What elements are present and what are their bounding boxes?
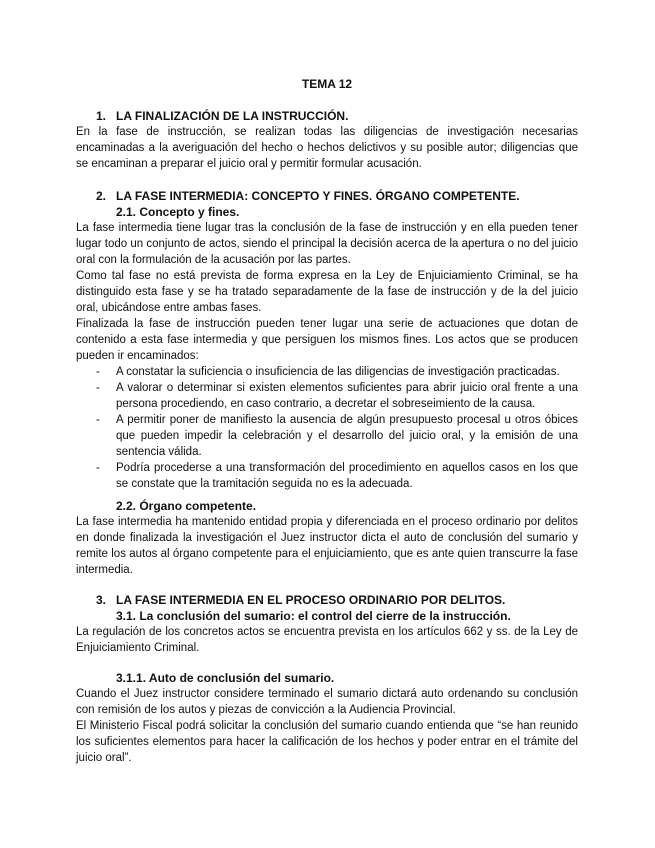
section-1-title: LA FINALIZACIÓN DE LA INSTRUCCIÓN. xyxy=(116,109,349,123)
section-3-number: 3. xyxy=(96,593,107,607)
subsection-2-1-heading: 2.1. Concepto y fines. xyxy=(116,205,240,219)
dash-bullet: - xyxy=(96,382,100,394)
list-item-text: A permitir poner de manifiesto la ausencia de algún presupuesto procesal u otros óbices que pueden impedir la celebración y el desarrollo del juicio oral, y la emisión de una sentencia válida. xyxy=(116,414,578,458)
dash-bullet: - xyxy=(96,366,100,378)
list-item xyxy=(76,412,578,460)
section-3 xyxy=(76,592,578,656)
section-1-paragraph: En la fase de instrucción, se realizan todas las diligencias de investigación necesarias encaminadas a la averiguación del hecho o hechos delictivos y su posible autor; diligencias que se encaminan a preparar el juicio oral y permitir formular acusación. xyxy=(76,126,578,170)
section-2-heading xyxy=(76,188,578,204)
list-item xyxy=(76,380,578,412)
paragraph-2-2: La fase intermedia ha mantenido entidad propia y diferenciada en el proceso ordinario por delitos en donde finalizada la investigación el Juez instructor dicta el auto de conclusión del sumario y remite los autos al órgano competente para el enjuiciamiento, que es ante quien transcurre la fase intermedia. xyxy=(76,516,578,576)
section-1-heading xyxy=(76,108,578,124)
list-item-text: Podría procederse a una transformación del procedimiento en aquellos casos en los que se constate que la tramitación seguida no es la adecuada. xyxy=(116,462,578,490)
paragraph-2-1-c: Finalizada la fase de instrucción pueden tener lugar una serie de actuaciones que dotan de contenido a esta fase intermedia y que persiguen los mismos fines. Los actos que se producen pueden ir encaminados: xyxy=(76,318,578,362)
dash-bullet: - xyxy=(96,414,100,426)
subsection-3-1-1 xyxy=(76,670,578,766)
section-1 xyxy=(76,108,578,172)
section-3-heading xyxy=(76,592,578,608)
list-item-text: A valorar o determinar si existen elementos suficientes para abrir juicio oral frente a una persona procediendo, en caso contrario, a decretar el sobreseimiento de la causa. xyxy=(116,382,578,410)
paragraph-3-1-1-b: El Ministerio Fiscal podrá solicitar la conclusión del sumario cuando entienda que “se han reunido los suficientes elementos para hacer la calificación de los hechos y poder entrar en el trámite del juicio oral”. xyxy=(76,720,578,764)
section-2 xyxy=(76,188,578,492)
section-3-title: LA FASE INTERMEDIA EN EL PROCESO ORDINARIO POR DELITOS. xyxy=(116,593,506,607)
subsection-2-2-heading: 2.2. Órgano competente. xyxy=(116,499,257,513)
section-2-number: 2. xyxy=(96,189,107,203)
section-2-title: LA FASE INTERMEDIA: CONCEPTO Y FINES. ÓRGANO COMPETENTE. xyxy=(116,189,520,203)
document-title: TEMA 12 xyxy=(301,77,353,91)
section-1-number: 1. xyxy=(96,109,107,123)
purpose-list xyxy=(76,364,578,492)
paragraph-3-1: La regulación de los concretos actos se encuentra prevista en los artículos 662 y ss. de la Ley de Enjuiciamiento Criminal. xyxy=(76,626,578,654)
subsection-2-2 xyxy=(76,498,578,578)
subsection-3-1-heading: 3.1. La conclusión del sumario: el control del cierre de la instrucción. xyxy=(116,609,511,623)
paragraph-2-1-a: La fase intermedia tiene lugar tras la conclusión de la fase de instrucción y en ella pueden tener lugar todo un conjunto de actos, siendo el principal la decisión acerca de la apertura o no del juicio oral con la formulación de la acusación por las partes. xyxy=(76,222,578,266)
list-item xyxy=(76,364,578,380)
dash-bullet: - xyxy=(96,462,100,474)
paragraph-2-1-b: Como tal fase no está prevista de forma expresa en la Ley de Enjuiciamiento Criminal, se ha distinguido esta fase y se ha tratado separadamente de la fase de instrucción y de la del juicio oral, ubicándose entre ambas fases. xyxy=(76,270,578,314)
list-item xyxy=(76,460,578,492)
paragraph-3-1-1-a: Cuando el Juez instructor considere terminado el sumario dictará auto ordenando su conclusión con remisión de los autos y piezas de convicción a la Audiencia Provincial. xyxy=(76,688,578,716)
subsection-3-1-1-heading: 3.1.1. Auto de conclusión del sumario. xyxy=(116,671,335,685)
list-item-text: A constatar la suficiencia o insuficiencia de las diligencias de investigación practicadas. xyxy=(116,366,560,378)
